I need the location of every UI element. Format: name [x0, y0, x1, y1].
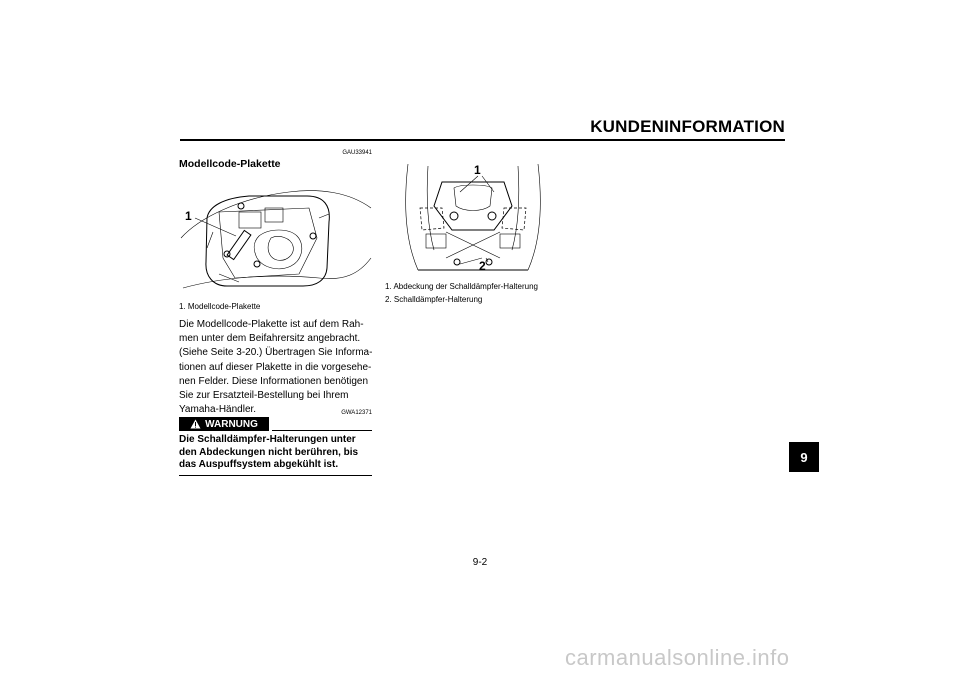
- warning-label: [179, 417, 269, 431]
- body-line: Sie zur Ersatzteil-Bestellung bei Ihrem: [179, 390, 349, 402]
- page-header-title: KUNDENINFORMATION: [590, 117, 785, 136]
- figure-callout-1: 1: [185, 209, 192, 223]
- section-body: [179, 318, 374, 417]
- warning-line: Die Schalldämpfer-Halterungen unter: [179, 434, 356, 445]
- warning-line: den Abdeckungen nicht berühren, bis: [179, 446, 359, 458]
- body-line: tionen auf dieser Plakette in die vorgesehe-: [179, 361, 372, 373]
- warning-label-text: WARNUNG: [205, 418, 258, 430]
- section-code: GAU33941: [342, 150, 372, 156]
- body-line: Yamaha-Händler.: [179, 404, 257, 416]
- watermark: carmanualsonline.info: [565, 645, 790, 670]
- body-line: men unter dem Beifahrersitz angebracht.: [179, 333, 361, 345]
- page-number: 9-2: [472, 557, 488, 568]
- section-title: Modellcode-Plakette: [179, 158, 281, 170]
- body-line: (Siehe Seite 3-20.) Übertragen Sie Informa-: [179, 347, 373, 359]
- chapter-tab[interactable]: 9: [789, 442, 819, 472]
- muffler-bracket-illustration: [382, 158, 564, 278]
- figure-caption: 1. Modellcode-Plakette: [179, 302, 261, 311]
- warning-bottom-rule: [179, 475, 372, 476]
- figure-caption-1: 1. Abdeckung der Schalldämpfer-Halterung: [385, 282, 538, 291]
- figure-caption-2: 2. Schalldämpfer-Halterung: [385, 295, 483, 304]
- warning-text: [179, 434, 374, 472]
- warning-top-rule: [272, 430, 372, 431]
- header-rule: [180, 139, 785, 141]
- warning-code: GWA12371: [341, 410, 372, 416]
- body-line: Die Modellcode-Plakette ist auf dem Rah-: [179, 319, 364, 330]
- figure-callout-2: 2: [479, 259, 486, 273]
- figure-callout-1: 1: [474, 163, 481, 177]
- model-label-illustration: [179, 178, 374, 298]
- warning-line: das Auspuffsystem abgekühlt ist.: [179, 459, 339, 471]
- warning-triangle-icon: [190, 419, 201, 429]
- body-line: nen Felder. Diese Informationen benötigen: [179, 375, 369, 387]
